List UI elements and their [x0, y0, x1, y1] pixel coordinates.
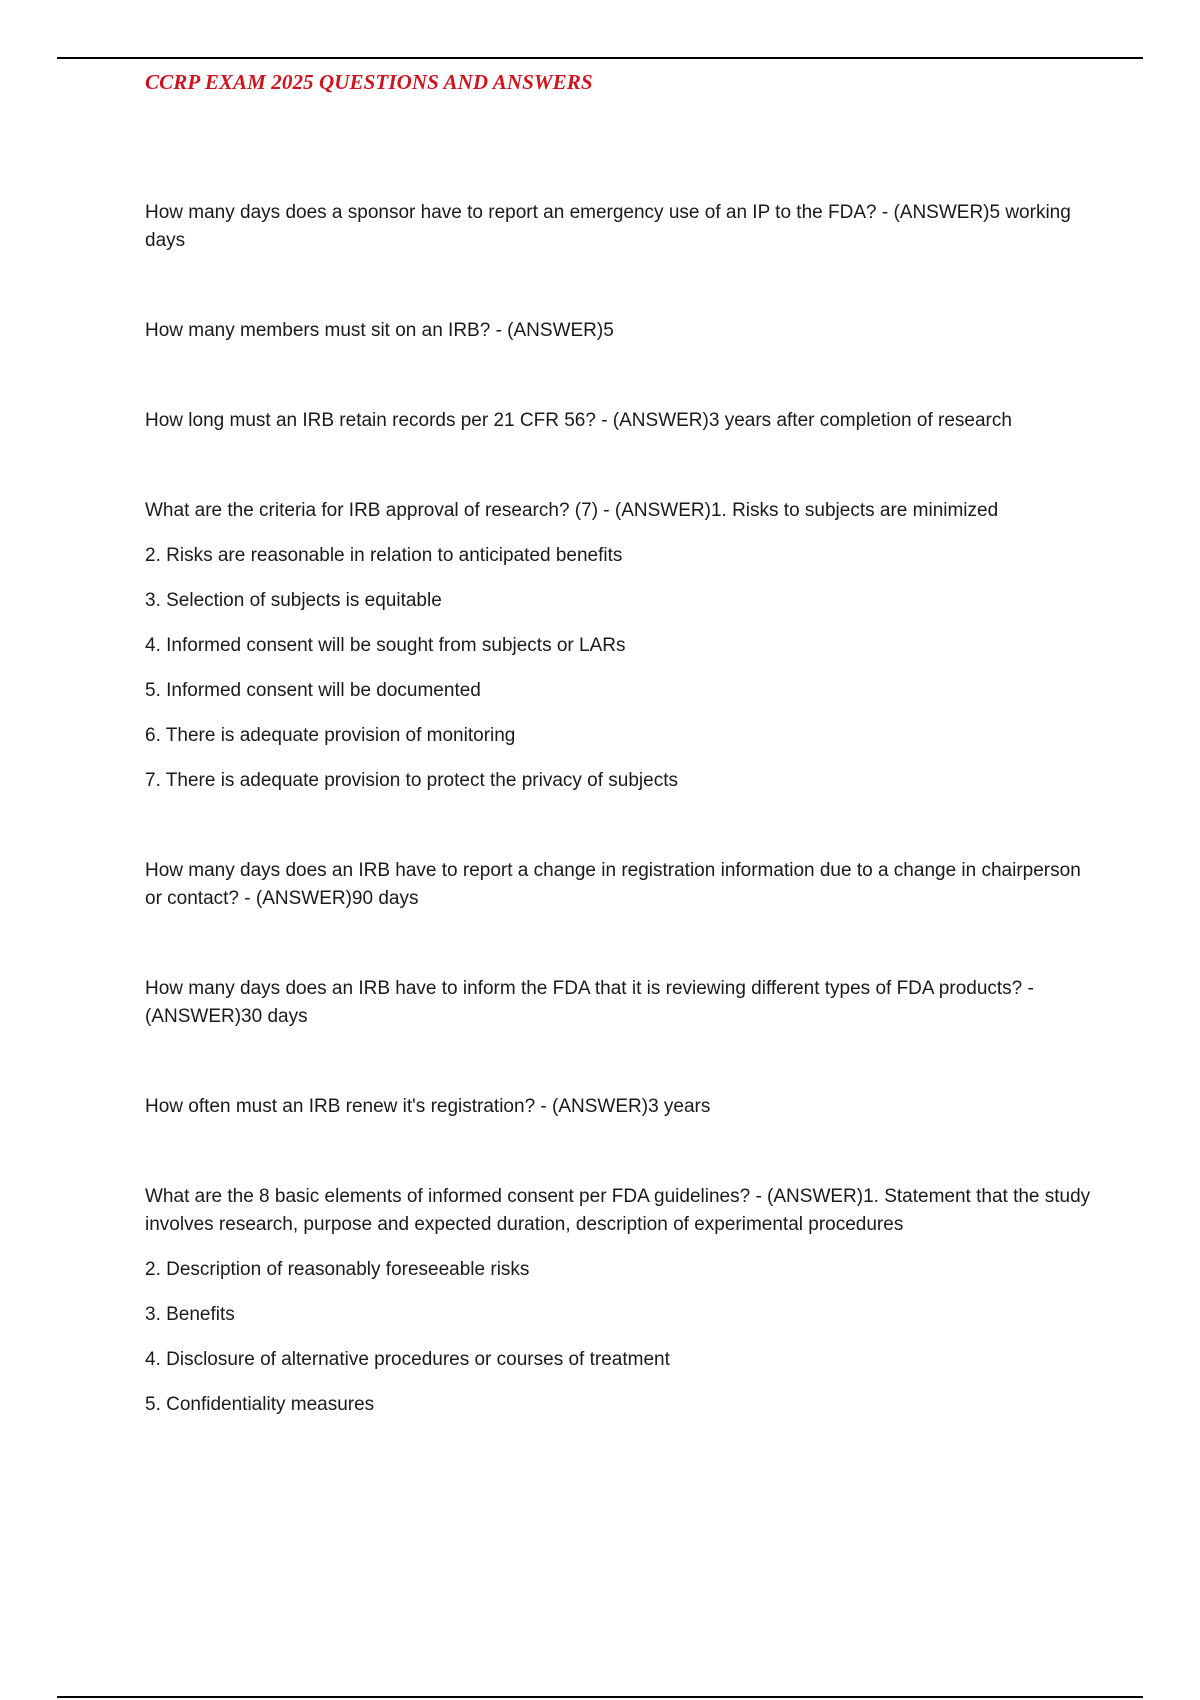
qa-item: [145, 975, 1095, 1031]
qa-list-item: 4. Informed consent will be sought from subjects or LARs: [145, 635, 626, 656]
qa-item: [145, 407, 1095, 435]
qa-item: [145, 317, 1095, 345]
qa-item: [145, 1183, 1095, 1419]
qa-question: How many days does an IRB have to report a change in registration information due to a change in chairperson or contact? - (ANSWER)90 days: [145, 860, 1081, 909]
qa-item: [145, 1093, 1095, 1121]
qa-list-item: 7. There is adequate provision to protect the privacy of subjects: [145, 770, 679, 791]
footer-rule: [57, 1696, 1143, 1698]
qa-question: What are the 8 basic elements of informed consent per FDA guidelines? - (ANSWER)1. Statement that the study involves research, purpose and expected duration, description of experimental procedures: [145, 1186, 1091, 1235]
qa-item: [145, 497, 1095, 795]
qa-list-item: 2. Description of reasonably foreseeable risks: [145, 1259, 530, 1280]
qa-question: How many members must sit on an IRB? - (ANSWER)5: [145, 320, 614, 341]
qa-list-item: 5. Confidentiality measures: [145, 1394, 375, 1415]
qa-question: What are the criteria for IRB approval of research? (7) - (ANSWER)1. Risks to subjects are minimized: [145, 500, 999, 521]
qa-question: How often must an IRB renew it's registration? - (ANSWER)3 years: [145, 1096, 711, 1117]
header-rule: [57, 57, 1143, 59]
qa-list-item: 5. Informed consent will be documented: [145, 680, 481, 701]
qa-question: How long must an IRB retain records per 21 CFR 56? - (ANSWER)3 years after completion of research: [145, 410, 1012, 431]
qa-list-item: 3. Selection of subjects is equitable: [145, 590, 442, 611]
qa-question: How many days does a sponsor have to report an emergency use of an IP to the FDA? - (ANSWER)5 working days: [145, 202, 1071, 251]
qa-item: [145, 857, 1095, 913]
qa-question: How many days does an IRB have to inform the FDA that it is reviewing different types of FDA products? - (ANSWER)30 days: [145, 978, 1034, 1027]
qa-item: [145, 199, 1095, 255]
qa-list-item: 6. There is adequate provision of monitoring: [145, 725, 516, 746]
document-body: [145, 199, 1095, 1419]
qa-list-item: 4. Disclosure of alternative procedures or courses of treatment: [145, 1349, 670, 1370]
qa-list-item: 2. Risks are reasonable in relation to anticipated benefits: [145, 545, 623, 566]
document-title: CCRP EXAM 2025 QUESTIONS AND ANSWERS: [145, 70, 593, 94]
qa-list-item: 3. Benefits: [145, 1304, 235, 1325]
